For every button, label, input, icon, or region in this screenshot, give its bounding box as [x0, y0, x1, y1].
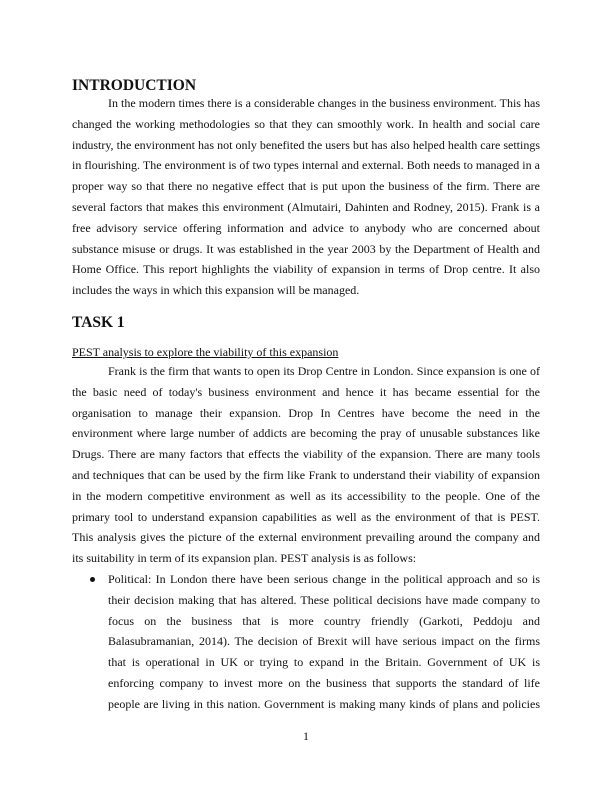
paragraph-line: This analysis gives the picture of the external environment prevailing around the company and [72, 530, 540, 545]
bullet-line: that is operational in UK or trying to expand in the Britain. Government of UK is [108, 655, 540, 670]
bullet-line: focus on the business that is more country friendly (Garkoti, Peddoju and [108, 613, 540, 628]
paragraph-line: organisation to manage their expansion. Drop In Centres have become the need in the [72, 405, 540, 420]
paragraph-line: Home Office. This report highlights the viability of expansion in terms of Drop centre. It also [72, 262, 540, 277]
introduction-paragraph [72, 93, 540, 301]
page-number: 1 [303, 729, 309, 743]
paragraph-line: in flourishing. The environment is of two types internal and external. Both needs to managed in a [72, 158, 540, 173]
paragraph-line: Drugs. There are many factors that effects the viability of the expansion. There are many tools [72, 447, 540, 462]
paragraph-line: free advisory service offering information and advice to anybody who are concerned about [72, 220, 540, 235]
paragraph-line: and techniques that can be used by the firm like Frank to understand their viability of expansion [72, 467, 540, 482]
bullet-icon [90, 577, 95, 582]
task1-heading: TASK 1 [72, 314, 125, 331]
pest-subheading: PEST analysis to explore the viability of this expansion [72, 345, 339, 359]
paragraph-line: environment where large number of addicts are becoming the pray of unusable substances like [72, 426, 540, 441]
paragraph-line: the basic need of today's business environment and hence it has became essential for the [72, 384, 540, 399]
paragraph-line: in the modern competitive environment as well as its accessibility to the people. One of the [72, 488, 540, 503]
paragraph-line: Frank is the firm that wants to open its Drop Centre in London. Since expansion is one of [108, 364, 540, 378]
bullet-line: enforcing company to invest more on the business that supports the standard of life [108, 675, 540, 690]
paragraph-line: substance misuse or drugs. It was established in the year 2003 by the Department of Health and [72, 241, 540, 256]
bullet-line: Balasubramanian, 2014). The decision of Brexit will have serious impact on the firms [108, 634, 540, 649]
paragraph-line: proper way so that there no negative effect that is put upon the business of the firm. There are [72, 179, 540, 194]
bullet-item-political [108, 569, 540, 715]
paragraph-line: several factors that makes this environment (Almutairi, Dahinten and Rodney, 2015). Frank is a [72, 199, 540, 214]
paragraph-line: its suitability in term of its expansion plan. PEST analysis is as follows: [72, 551, 417, 566]
paragraph-line: includes the ways in which this expansion will be managed. [72, 283, 360, 298]
paragraph-line: industry, the environment has not only benefited the users but has also helped health care settings [72, 137, 540, 152]
bullet-line: their decision making that has altered. These political decisions have made company to [108, 592, 540, 607]
bullet-line: people are living in this nation. Government is making many kinds of plans and policies [108, 696, 540, 711]
bullet-line: Political: In London there have been serious change in the political approach and so is [108, 572, 540, 586]
task1-paragraph [72, 361, 540, 569]
introduction-heading: INTRODUCTION [72, 77, 197, 94]
paragraph-line: primary tool to understand expansion capabilities as well as the environment of that is PEST. [72, 509, 540, 524]
paragraph-line: In the modern times there is a considerable changes in the business environment. This has [108, 96, 540, 110]
paragraph-line: changed the working methodologies so that they can smoothly work. In health and social care [72, 116, 540, 131]
